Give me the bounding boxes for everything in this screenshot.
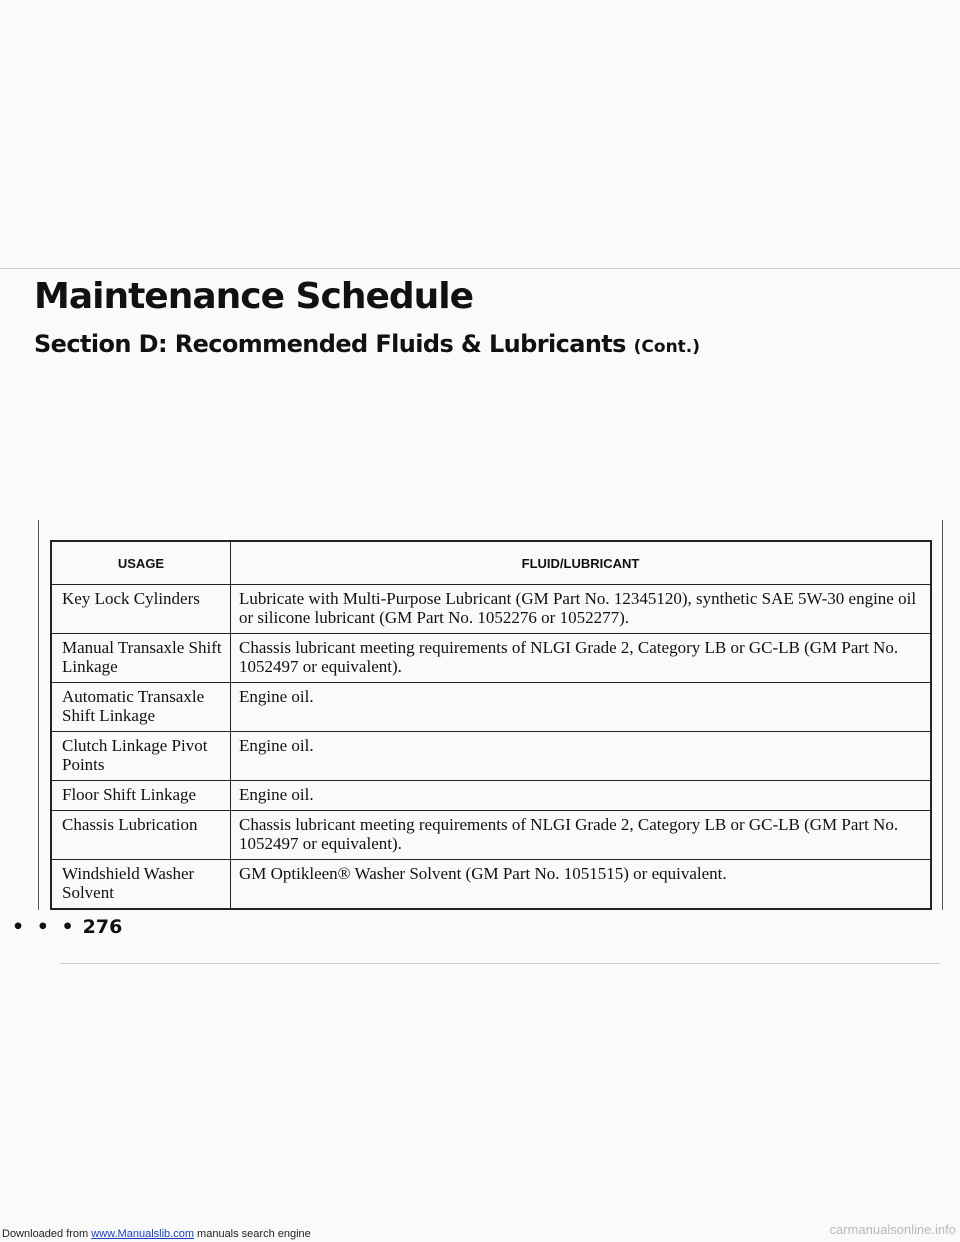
header-fluid-lubricant: FLUID/LUBRICANT — [231, 541, 932, 585]
table-header-row — [51, 541, 931, 585]
left-margin-line — [38, 520, 39, 910]
fluid-cell: Chassis lubricant meeting requirements of NLGI Grade 2, Category LB or GC-LB (GM Part No. 1052497 or equivalent). — [231, 811, 932, 860]
manualslib-link[interactable]: www.Manualslib.com — [91, 1228, 194, 1240]
fluids-table-container — [50, 540, 932, 910]
right-margin-line — [942, 520, 943, 910]
section-subtitle — [34, 330, 700, 358]
usage-cell: Clutch Linkage Pivot Points — [51, 732, 231, 781]
usage-cell: Floor Shift Linkage — [51, 781, 231, 811]
usage-cell: Windshield Washer Solvent — [51, 860, 231, 910]
table-row — [51, 683, 931, 732]
footer-suffix: manuals search engine — [197, 1228, 311, 1240]
usage-cell: Manual Transaxle Shift Linkage — [51, 634, 231, 683]
page-title: Maintenance Schedule — [34, 276, 474, 317]
watermark: carmanualsonline.info — [829, 1222, 956, 1237]
table-row — [51, 585, 931, 634]
page-dots: • • • — [12, 916, 77, 938]
subtitle-continued: (Cont.) — [633, 337, 701, 357]
fluid-cell: Engine oil. — [231, 683, 932, 732]
top-divider — [0, 268, 960, 269]
usage-cell: Key Lock Cylinders — [51, 585, 231, 634]
subtitle-text: Section D: Recommended Fluids & Lubricants — [34, 330, 626, 358]
fluid-cell: Lubricate with Multi-Purpose Lubricant (GM Part No. 12345120), synthetic SAE 5W-30 engine oil or silicone lubricant (GM Part No. 1052276 or 1052277). — [231, 585, 932, 634]
footer-prefix: Downloaded from — [2, 1228, 89, 1240]
page-number — [12, 916, 122, 938]
page-number-value: 276 — [82, 916, 123, 938]
fluid-cell: Engine oil. — [231, 732, 932, 781]
table-row — [51, 811, 931, 860]
fluid-cell: GM Optikleen® Washer Solvent (GM Part No. 1051515) or equivalent. — [231, 860, 932, 910]
header-usage: USAGE — [51, 541, 231, 585]
table-row — [51, 860, 931, 910]
table-row — [51, 781, 931, 811]
fluid-cell: Engine oil. — [231, 781, 932, 811]
table-row — [51, 634, 931, 683]
usage-cell: Chassis Lubrication — [51, 811, 231, 860]
fluids-lubricants-table — [50, 540, 932, 910]
fluid-cell: Chassis lubricant meeting requirements of NLGI Grade 2, Category LB or GC-LB (GM Part No. 1052497 or equivalent). — [231, 634, 932, 683]
download-footer — [2, 1228, 311, 1240]
bottom-divider — [60, 963, 940, 964]
table-row — [51, 732, 931, 781]
usage-cell: Automatic Transaxle Shift Linkage — [51, 683, 231, 732]
